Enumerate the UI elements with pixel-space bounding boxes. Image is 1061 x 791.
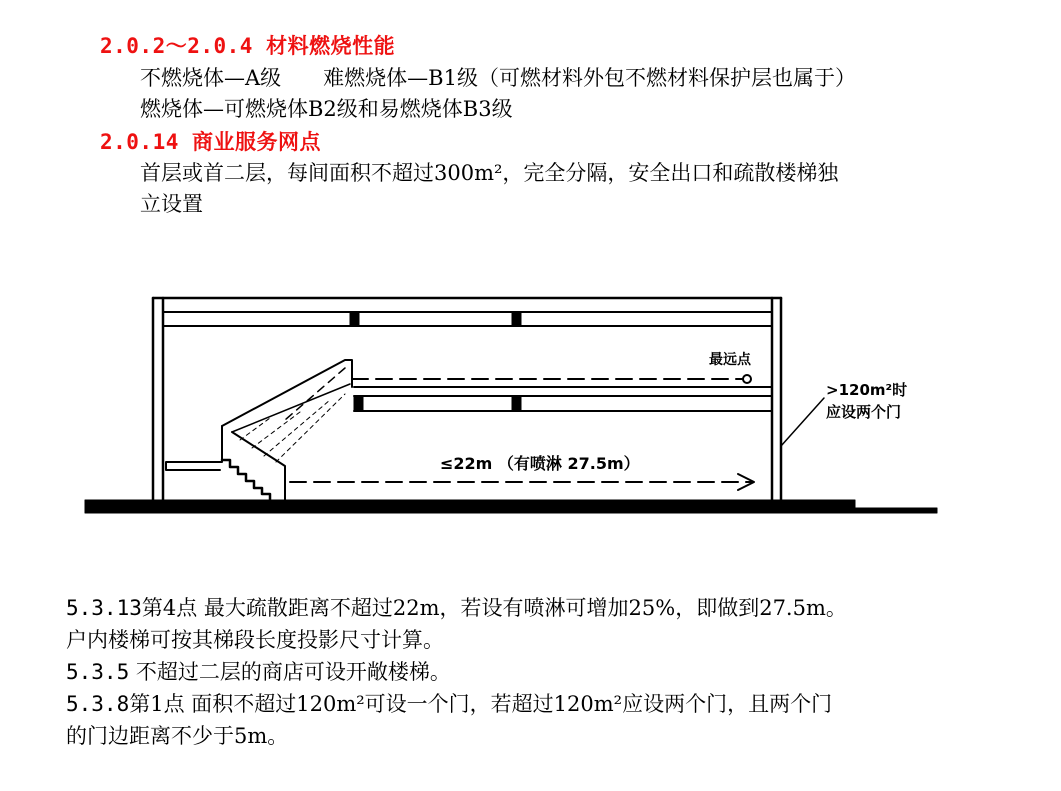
note-1-text: 第4点 最大疏散距离不超过22m，若设有喷淋可增加25%，即做到27.5m。	[141, 596, 847, 620]
mezz-beam-1	[354, 396, 363, 411]
ground-slab	[85, 500, 937, 513]
stair-hatching	[240, 394, 345, 462]
note-1	[66, 592, 847, 622]
note-4	[66, 688, 832, 718]
stair-stringer	[232, 432, 285, 500]
note-5-text: 的门边距离不少于5m。	[66, 724, 289, 748]
note-2	[66, 624, 444, 654]
note-2-text: 户内楼梯可按其梯段长度投影尺寸计算。	[66, 628, 444, 652]
door-leader	[781, 398, 824, 446]
note-3	[66, 656, 451, 686]
farthest-point-label: 最远点	[709, 352, 751, 368]
material-line-2: 燃烧体—可燃烧体B2级和易燃烧体B3级	[140, 97, 513, 121]
note-4-text: 第1点 面积不超过120m²可设一个门，若超过120m²应设两个门，且两个门	[129, 692, 833, 716]
door-note-line-1: >120m²时	[826, 381, 908, 399]
section-commercial-heading: 2.0.14 商业服务网点	[100, 130, 322, 154]
roof-beam-1	[350, 312, 359, 326]
note-1-number: 5.3.13	[66, 596, 142, 620]
material-line-1: 不燃烧体—A级 难燃烧体—B1级（可燃材料外包不燃材料保护层也属于）	[140, 66, 856, 90]
stair-rail-upper	[222, 360, 352, 426]
door-note-line-2: 应设两个门	[826, 403, 902, 421]
stair-rail-lower	[232, 384, 350, 432]
commercial-line-2: 立设置	[140, 192, 203, 216]
stair-landing	[166, 426, 222, 470]
note-4-number: 5.3.8	[66, 692, 130, 716]
note-3-text: 不超过二层的商店可设开敞楼梯。	[129, 660, 451, 684]
farthest-point-marker	[743, 375, 751, 383]
note-3-number: 5.3.5	[66, 660, 130, 684]
distance-label: ≤22m （有喷淋 27.5m）	[440, 454, 640, 473]
commercial-line-1: 首层或首二层，每间面积不超过300m²，完全分隔，安全出口和疏散楼梯独	[140, 161, 839, 185]
roof-beam-2	[512, 312, 521, 326]
note-5	[66, 720, 288, 750]
stair-flight	[222, 460, 270, 500]
section-material-heading: 2.0.2～2.0.4 材料燃烧性能	[100, 34, 396, 58]
mezz-beam-2	[512, 396, 521, 411]
